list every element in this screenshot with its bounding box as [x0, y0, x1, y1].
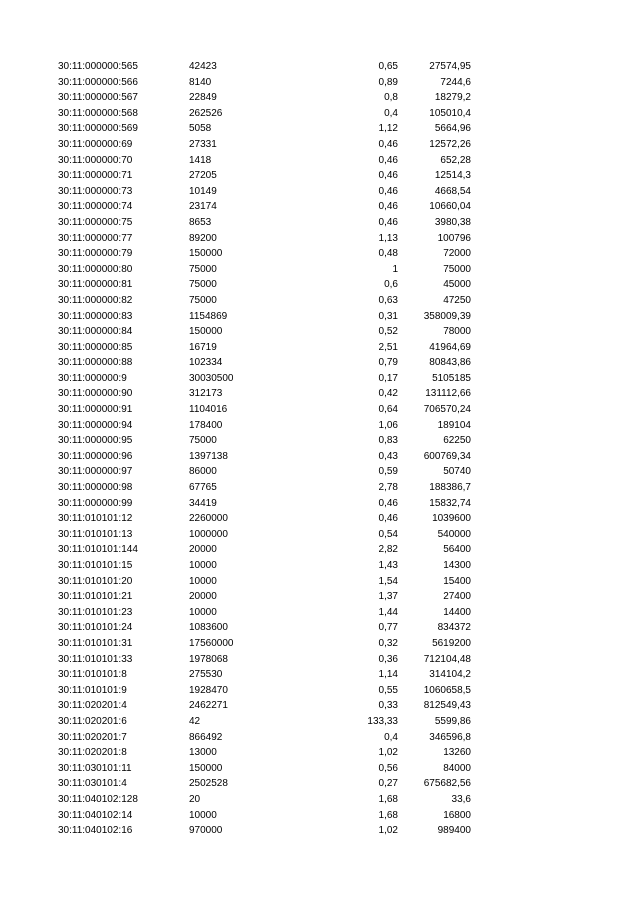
rate-cell[interactable]: 2,82 — [378, 544, 398, 556]
value-cell[interactable]: 358009,39 — [423, 310, 471, 322]
value-cell[interactable]: 15400 — [443, 575, 471, 587]
area-cell[interactable]: 1104016 — [189, 404, 228, 416]
cadastral-number-cell[interactable]: 30:11:000000:95 — [58, 435, 133, 447]
value-cell[interactable]: 346596,8 — [429, 731, 471, 743]
cadastral-number-cell[interactable]: 30:11:030101:4 — [58, 778, 127, 790]
rate-cell[interactable]: 0,46 — [378, 201, 398, 213]
cadastral-number-cell[interactable]: 30:11:000000:75 — [58, 216, 133, 228]
rate-cell[interactable]: 0,79 — [378, 357, 398, 369]
table-row — [0, 184, 640, 200]
area-cell[interactable]: 312173 — [189, 388, 223, 400]
rate-cell[interactable]: 0,17 — [378, 372, 398, 384]
rate-cell[interactable]: 1,54 — [378, 575, 398, 587]
rate-cell[interactable]: 0,42 — [378, 388, 398, 400]
table-row — [0, 246, 640, 262]
rate-cell[interactable]: 1,43 — [378, 560, 398, 571]
area-cell[interactable]: 150000 — [189, 762, 223, 774]
table-row — [0, 371, 640, 387]
value-cell[interactable]: 989400 — [437, 825, 471, 837]
area-cell[interactable]: 20 — [189, 793, 201, 805]
area-cell[interactable]: 970000 — [189, 825, 223, 837]
rate-cell[interactable]: 0,46 — [378, 185, 398, 197]
cadastral-number-cell[interactable]: 30:11:010101:24 — [58, 622, 133, 634]
cadastral-number-cell[interactable]: 30:11:000000:83 — [58, 310, 133, 322]
value-cell[interactable]: 834372 — [437, 622, 471, 634]
spreadsheet-table — [0, 59, 640, 839]
value-cell[interactable]: 3980,38 — [434, 216, 471, 228]
value-cell[interactable]: 14300 — [443, 560, 471, 571]
table-row — [0, 75, 640, 91]
area-cell[interactable]: 275530 — [189, 669, 223, 681]
table-row — [0, 293, 640, 309]
table-row — [0, 449, 640, 465]
value-cell[interactable]: 812549,43 — [423, 700, 471, 712]
area-cell[interactable]: 75000 — [189, 294, 217, 306]
area-cell[interactable]: 262526 — [189, 107, 223, 119]
cadastral-number-cell[interactable]: 30:11:020201:7 — [58, 731, 127, 743]
area-cell[interactable]: 89200 — [189, 232, 217, 244]
value-cell[interactable]: 14400 — [443, 606, 471, 618]
area-cell[interactable]: 27331 — [189, 138, 217, 150]
rate-cell[interactable]: 1,02 — [378, 747, 398, 759]
cadastral-number-cell[interactable]: 30:11:000000:81 — [58, 279, 133, 291]
cadastral-number-cell[interactable]: 30:11:010101:15 — [58, 560, 133, 571]
table-row — [0, 589, 640, 605]
value-cell[interactable]: 540000 — [437, 528, 471, 540]
table-row — [0, 808, 640, 824]
cadastral-number-cell[interactable]: 30:11:010101:144 — [58, 544, 138, 556]
table-row — [0, 714, 640, 730]
table-row — [0, 153, 640, 169]
table-row — [0, 558, 640, 574]
table-row — [0, 620, 640, 636]
value-cell[interactable]: 15832,74 — [429, 497, 471, 509]
table-row — [0, 496, 640, 512]
rate-cell[interactable]: 0,46 — [378, 216, 398, 228]
cadastral-number-cell[interactable]: 30:11:000000:569 — [58, 123, 138, 135]
value-cell[interactable]: 84000 — [443, 762, 471, 774]
area-cell[interactable]: 86000 — [189, 466, 217, 478]
cadastral-number-cell[interactable]: 30:11:040102:14 — [58, 809, 133, 821]
value-cell[interactable]: 188386,7 — [429, 482, 471, 494]
rate-cell[interactable]: 0,54 — [378, 528, 398, 540]
rate-cell[interactable]: 0,43 — [378, 450, 398, 462]
value-cell[interactable]: 41964,69 — [429, 341, 471, 353]
area-cell[interactable]: 2462271 — [189, 700, 228, 712]
table-row — [0, 402, 640, 418]
value-cell[interactable]: 47250 — [443, 294, 471, 306]
cadastral-number-cell[interactable]: 30:11:000000:88 — [58, 357, 133, 369]
table-row — [0, 527, 640, 543]
rate-cell[interactable]: 0,89 — [378, 76, 398, 88]
rate-cell[interactable]: 0,77 — [378, 622, 398, 634]
table-row — [0, 106, 640, 122]
rate-cell[interactable]: 0,36 — [378, 653, 398, 665]
area-cell[interactable]: 2260000 — [189, 513, 228, 525]
area-cell[interactable]: 13000 — [189, 747, 217, 759]
rate-cell[interactable]: 0,65 — [378, 61, 398, 72]
cadastral-number-cell[interactable]: 30:11:010101:13 — [58, 528, 133, 540]
value-cell[interactable]: 314104,2 — [429, 669, 471, 681]
cadastral-number-cell[interactable]: 30:11:010101:9 — [58, 684, 127, 696]
value-cell[interactable]: 45000 — [443, 279, 471, 291]
cadastral-number-cell[interactable]: 30:11:020201:8 — [58, 747, 127, 759]
area-cell[interactable]: 102334 — [189, 357, 223, 369]
table-row — [0, 59, 640, 75]
table-row — [0, 262, 640, 278]
table-row — [0, 418, 640, 434]
table-row — [0, 698, 640, 714]
cadastral-number-cell[interactable]: 30:11:000000:85 — [58, 341, 133, 353]
value-cell[interactable]: 7244,6 — [440, 76, 471, 88]
value-cell[interactable]: 675682,56 — [423, 778, 471, 790]
cadastral-number-cell[interactable]: 30:11:010101:21 — [58, 591, 133, 603]
table-row — [0, 652, 640, 668]
cadastral-number-cell[interactable]: 30:11:010101:20 — [58, 575, 133, 587]
rate-cell[interactable]: 1,37 — [378, 591, 398, 603]
area-cell[interactable]: 20000 — [189, 544, 217, 556]
cadastral-number-cell[interactable]: 30:11:000000:566 — [58, 76, 138, 88]
cadastral-number-cell[interactable]: 30:11:000000:82 — [58, 294, 133, 306]
rate-cell[interactable]: 2,51 — [378, 341, 398, 353]
cadastral-number-cell[interactable]: 30:11:010101:33 — [58, 653, 133, 665]
cadastral-number-cell[interactable]: 30:11:000000:79 — [58, 248, 133, 260]
table-row — [0, 231, 640, 247]
rate-cell[interactable]: 0,83 — [378, 435, 398, 447]
value-cell[interactable]: 1039600 — [432, 513, 471, 525]
value-cell[interactable]: 652,28 — [440, 154, 471, 166]
table-row — [0, 542, 640, 558]
cadastral-number-cell[interactable]: 30:11:010101:12 — [58, 513, 133, 525]
rate-cell[interactable]: 0,63 — [378, 294, 398, 306]
table-row — [0, 168, 640, 184]
rate-cell[interactable]: 1,68 — [378, 793, 398, 805]
table-row — [0, 90, 640, 106]
cadastral-number-cell[interactable]: 30:11:000000:98 — [58, 482, 133, 494]
table-row — [0, 667, 640, 683]
table-row — [0, 792, 640, 808]
value-cell[interactable]: 105010,4 — [429, 107, 471, 119]
table-row — [0, 605, 640, 621]
value-cell[interactable]: 50740 — [443, 466, 471, 478]
value-cell[interactable]: 100796 — [437, 232, 471, 244]
rate-cell[interactable]: 0,48 — [378, 248, 398, 260]
rate-cell[interactable]: 1,12 — [378, 123, 398, 135]
rate-cell[interactable]: 0,31 — [378, 310, 398, 322]
value-cell[interactable]: 5105185 — [432, 372, 471, 384]
table-row — [0, 745, 640, 761]
rate-cell[interactable]: 0,46 — [378, 138, 398, 150]
value-cell[interactable]: 12572,26 — [429, 138, 471, 150]
cadastral-number-cell[interactable]: 30:11:000000:80 — [58, 263, 133, 275]
cadastral-number-cell[interactable]: 30:11:000000:568 — [58, 107, 138, 119]
cadastral-number-cell[interactable]: 30:11:000000:91 — [58, 404, 133, 416]
table-row — [0, 636, 640, 652]
value-cell[interactable]: 75000 — [443, 263, 471, 275]
rate-cell[interactable]: 1,68 — [378, 809, 398, 821]
cadastral-number-cell[interactable]: 30:11:040102:16 — [58, 825, 133, 837]
table-row — [0, 137, 640, 153]
table-row — [0, 199, 640, 215]
value-cell[interactable]: 600769,34 — [423, 450, 471, 462]
table-row — [0, 683, 640, 699]
table-row — [0, 309, 640, 325]
value-cell[interactable]: 5599,86 — [434, 715, 471, 727]
table-row — [0, 121, 640, 137]
value-cell[interactable]: 33,6 — [451, 793, 471, 805]
area-cell[interactable]: 34419 — [189, 497, 217, 509]
rate-cell[interactable]: 0,4 — [384, 107, 398, 119]
table-row — [0, 433, 640, 449]
area-cell[interactable]: 10000 — [189, 606, 217, 618]
area-cell[interactable]: 1000000 — [189, 528, 228, 540]
cadastral-number-cell[interactable]: 30:11:010101:23 — [58, 606, 133, 618]
rate-cell[interactable]: 0,46 — [378, 170, 398, 182]
rate-cell[interactable]: 0,4 — [384, 731, 398, 743]
rate-cell[interactable]: 2,78 — [378, 482, 398, 494]
rate-cell[interactable]: 0,46 — [378, 497, 398, 509]
table-row — [0, 761, 640, 777]
area-cell[interactable]: 67765 — [189, 482, 217, 494]
value-cell[interactable]: 5619200 — [432, 637, 471, 649]
area-cell[interactable]: 27205 — [189, 170, 217, 182]
cadastral-number-cell[interactable]: 30:11:030101:11 — [58, 762, 132, 774]
area-cell[interactable]: 22849 — [189, 92, 217, 104]
cadastral-number-cell[interactable]: 30:11:010101:31 — [58, 637, 133, 649]
area-cell[interactable]: 1928470 — [189, 684, 228, 696]
table-row — [0, 823, 640, 839]
value-cell[interactable]: 78000 — [443, 326, 471, 338]
cadastral-number-cell[interactable]: 30:11:020201:6 — [58, 715, 127, 727]
rate-cell[interactable]: 133,33 — [367, 715, 398, 727]
rate-cell[interactable]: 1,44 — [378, 606, 398, 618]
cadastral-number-cell[interactable]: 30:11:000000:94 — [58, 419, 133, 431]
value-cell[interactable]: 12514,3 — [434, 170, 471, 182]
area-cell[interactable]: 10149 — [189, 185, 217, 197]
area-cell[interactable]: 150000 — [189, 248, 223, 260]
table-row — [0, 730, 640, 746]
cadastral-number-cell[interactable]: 30:11:000000:84 — [58, 326, 133, 338]
area-cell[interactable]: 42 — [189, 715, 201, 727]
cadastral-number-cell[interactable]: 30:11:000000:70 — [58, 154, 133, 166]
area-cell[interactable]: 17560000 — [189, 637, 234, 649]
rate-cell[interactable]: 0,46 — [378, 154, 398, 166]
cadastral-number-cell[interactable]: 30:11:000000:77 — [58, 232, 133, 244]
area-cell[interactable]: 10000 — [189, 809, 217, 821]
cadastral-number-cell[interactable]: 30:11:000000:99 — [58, 497, 133, 509]
value-cell[interactable]: 4668,54 — [434, 185, 471, 197]
value-cell[interactable]: 56400 — [443, 544, 471, 556]
area-cell[interactable]: 1418 — [189, 154, 212, 166]
cadastral-number-cell[interactable]: 30:11:000000:69 — [58, 138, 133, 150]
area-cell[interactable]: 2502528 — [189, 778, 228, 790]
value-cell[interactable]: 18279,2 — [434, 92, 471, 104]
cadastral-number-cell[interactable]: 30:11:000000:73 — [58, 185, 133, 197]
area-cell[interactable]: 1083600 — [189, 622, 228, 634]
rate-cell[interactable]: 0,64 — [378, 404, 398, 416]
area-cell[interactable]: 10000 — [189, 560, 217, 571]
rate-cell[interactable]: 1,02 — [378, 825, 398, 837]
table-row — [0, 340, 640, 356]
rate-cell[interactable]: 1,13 — [378, 232, 398, 244]
table-row — [0, 386, 640, 402]
rate-cell[interactable]: 0,8 — [384, 92, 398, 104]
area-cell[interactable]: 178400 — [189, 419, 223, 431]
area-cell[interactable]: 1397138 — [189, 450, 228, 462]
value-cell[interactable]: 131112,66 — [425, 388, 471, 400]
value-cell[interactable]: 10660,04 — [429, 201, 471, 213]
cadastral-number-cell[interactable]: 30:11:000000:90 — [58, 388, 133, 400]
value-cell[interactable]: 5664,96 — [434, 123, 471, 135]
area-cell[interactable]: 150000 — [189, 326, 223, 338]
cadastral-number-cell[interactable]: 30:11:000000:97 — [58, 466, 133, 478]
area-cell[interactable]: 5058 — [189, 123, 212, 135]
area-cell[interactable]: 16719 — [189, 341, 217, 353]
rate-cell[interactable]: 1 — [392, 263, 398, 275]
cadastral-number-cell[interactable]: 30:11:000000:74 — [58, 201, 133, 213]
value-cell[interactable]: 27574,95 — [429, 61, 471, 72]
cadastral-number-cell[interactable]: 30:11:000000:565 — [58, 61, 138, 72]
value-cell[interactable]: 16800 — [443, 809, 471, 821]
rate-cell[interactable]: 0,55 — [378, 684, 398, 696]
area-cell[interactable]: 1978068 — [189, 653, 228, 665]
table-row — [0, 324, 640, 340]
cadastral-number-cell[interactable]: 30:11:000000:71 — [58, 170, 133, 182]
cadastral-number-cell[interactable]: 30:11:000000:567 — [58, 92, 138, 104]
area-cell[interactable]: 75000 — [189, 435, 217, 447]
rate-cell[interactable]: 0,56 — [378, 762, 398, 774]
table-row — [0, 355, 640, 371]
value-cell[interactable]: 189104 — [437, 419, 471, 431]
value-cell[interactable]: 706570,24 — [423, 404, 471, 416]
rate-cell[interactable]: 0,6 — [384, 279, 398, 291]
cadastral-number-cell[interactable]: 30:11:010101:8 — [58, 669, 127, 681]
area-cell[interactable]: 10000 — [189, 575, 217, 587]
table-row — [0, 776, 640, 792]
area-cell[interactable]: 866492 — [189, 731, 223, 743]
rate-cell[interactable]: 0,32 — [378, 637, 398, 649]
rate-cell[interactable]: 1,06 — [378, 419, 398, 431]
rate-cell[interactable]: 0,59 — [378, 466, 398, 478]
table-row — [0, 574, 640, 590]
cadastral-number-cell[interactable]: 30:11:020201:4 — [58, 700, 127, 712]
value-cell[interactable]: 62250 — [443, 435, 471, 447]
area-cell[interactable]: 20000 — [189, 591, 217, 603]
rate-cell[interactable]: 0,33 — [378, 700, 398, 712]
area-cell[interactable]: 75000 — [189, 279, 217, 291]
value-cell[interactable]: 27400 — [443, 591, 471, 603]
value-cell[interactable]: 72000 — [443, 248, 471, 260]
cadastral-number-cell[interactable]: 30:11:040102:128 — [58, 793, 138, 805]
area-cell[interactable]: 8140 — [189, 76, 212, 88]
rate-cell[interactable]: 0,27 — [378, 778, 398, 790]
value-cell[interactable]: 1060658,5 — [423, 684, 471, 696]
area-cell[interactable]: 75000 — [189, 263, 217, 275]
table-row — [0, 215, 640, 231]
table-row — [0, 511, 640, 527]
table-row — [0, 277, 640, 293]
value-cell[interactable]: 712104,48 — [423, 653, 471, 665]
area-cell[interactable]: 1154869 — [189, 310, 228, 322]
value-cell[interactable]: 80843,86 — [429, 357, 471, 369]
area-cell[interactable]: 30030500 — [189, 372, 234, 384]
value-cell[interactable]: 13260 — [443, 747, 471, 759]
rate-cell[interactable]: 0,52 — [378, 326, 398, 338]
table-row — [0, 464, 640, 480]
cadastral-number-cell[interactable]: 30:11:000000:96 — [58, 450, 133, 462]
cadastral-number-cell[interactable]: 30:11:000000:9 — [58, 372, 127, 384]
area-cell[interactable]: 8653 — [189, 216, 212, 228]
area-cell[interactable]: 42423 — [189, 61, 217, 72]
area-cell[interactable]: 23174 — [189, 201, 217, 213]
table-row — [0, 480, 640, 496]
rate-cell[interactable]: 1,14 — [378, 669, 398, 681]
rate-cell[interactable]: 0,46 — [378, 513, 398, 525]
